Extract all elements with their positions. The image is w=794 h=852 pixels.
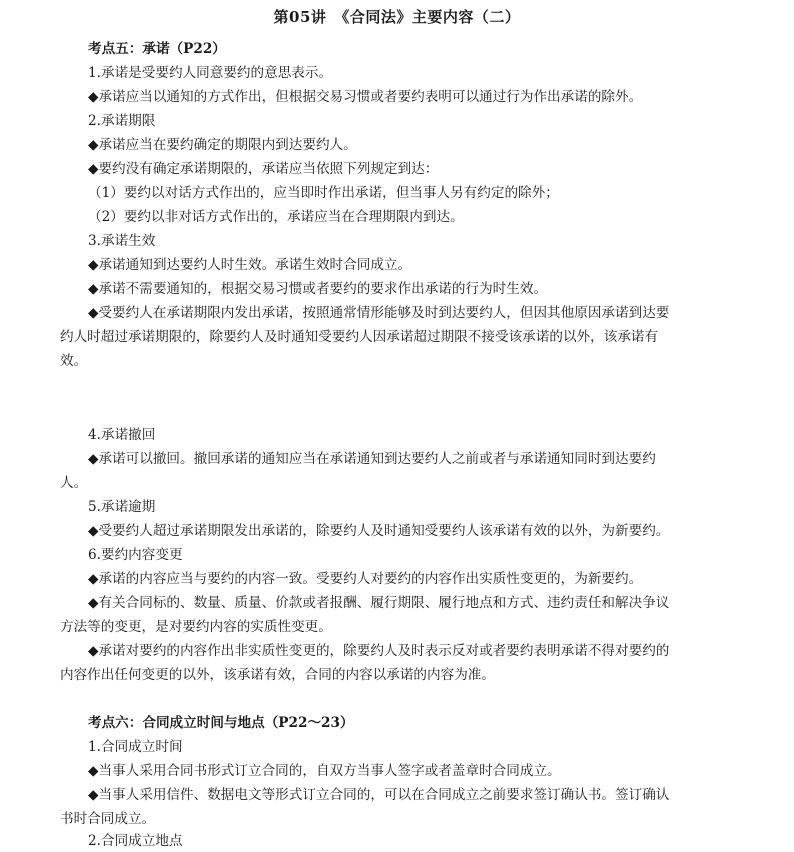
s6-p2-title: 2.合同成立地点 xyxy=(88,833,183,849)
s5-p2-bullet1: ◆承诺应当在要约确定的期限内到达要约人。 xyxy=(88,137,357,153)
s5-p5-bullet1: ◆受要约人超过承诺期限发出承诺的，除要约人及时通知受要约人该承诺有效的以外，为新要约。 xyxy=(88,523,670,539)
s5-p4-title: 4.承诺撤回 xyxy=(88,427,156,443)
s6-p1-title: 1.合同成立时间 xyxy=(88,739,183,755)
s5-p3-bullet3-line1: ◆受要约人在承诺期限内发出承诺，按照通常情形能够及时到达要约人，但因其他原因承诺到达要 xyxy=(88,305,670,321)
s5-p6-title: 6.要约内容变更 xyxy=(88,547,183,563)
s5-p6-bullet3-line2: 内容作出任何变更的以外，该承诺有效，合同的内容以承诺的内容为准。 xyxy=(60,667,495,683)
s5-p6-bullet2-line1: ◆有关合同标的、数量、质量、价款或者报酬、履行期限、履行地点和方式、违约责任和解决争议 xyxy=(88,595,670,611)
s5-p6-bullet2-line2: 方法等的变更，是对要约内容的实质性变更。 xyxy=(60,619,332,635)
s5-p1-title: 1.承诺是受要约人同意要约的意思表示。 xyxy=(88,65,333,81)
s5-p4-bullet1-line1: ◆承诺可以撤回。撤回承诺的通知应当在承诺通知到达要约人之前或者与承诺通知同时到达要约 xyxy=(88,451,656,467)
s5-p5-title: 5.承诺逾期 xyxy=(88,499,156,515)
s6-p1-bullet2-line2: 书时合同成立。 xyxy=(60,811,156,827)
s5-p3-bullet1: ◆承诺通知到达要约人时生效。承诺生效时合同成立。 xyxy=(88,257,412,273)
s6-p1-bullet2-line1: ◆当事人采用信件、数据电文等形式订立合同的，可以在合同成立之前要求签订确认书。签订确认 xyxy=(88,787,670,803)
s5-p2-title: 2.承诺期限 xyxy=(88,113,156,129)
s5-p3-bullet2: ◆承诺不需要通知的，根据交易习惯或者要约的要求作出承诺的行为时生效。 xyxy=(88,281,548,297)
s5-p3-bullet3-line3: 效。 xyxy=(60,353,88,369)
page-title: 第05讲 《合同法》主要内容（二） xyxy=(273,8,521,26)
s5-p6-bullet3-line1: ◆承诺对要约的内容作出非实质性变更的，除要约人及时表示反对或者要约表明承诺不得对要约的 xyxy=(88,643,670,659)
s5-p2-item2: （2）要约以非对话方式作出的，承诺应当在合理期限内到达。 xyxy=(88,209,464,225)
s6-p1-bullet1: ◆当事人采用合同书形式订立合同的，自双方当事人签字或者盖章时合同成立。 xyxy=(88,763,561,779)
section5-heading: 考点五：承诺（P22） xyxy=(88,41,226,57)
s5-p4-bullet1-line2: 人。 xyxy=(60,475,88,491)
s5-p6-bullet1: ◆承诺的内容应当与要约的内容一致。受要约人对要约的内容作出实质性变更的，为新要约。 xyxy=(88,571,643,587)
s5-p2-item1: （1）要约以对话方式作出的，应当即时作出承诺，但当事人另有约定的除外； xyxy=(88,185,559,201)
s5-p2-bullet2: ◆要约没有确定承诺期限的，承诺应当依照下列规定到达： xyxy=(88,161,439,177)
s5-p3-bullet3-line2: 约人时超过承诺期限的，除要约人及时通知受要约人因承诺超过期限不接受该承诺的以外，该承诺有 xyxy=(60,329,659,345)
section6-heading: 考点六：合同成立时间与地点（P22～23） xyxy=(88,715,354,731)
s5-p3-title: 3.承诺生效 xyxy=(88,233,156,249)
s5-p1-bullet1: ◆承诺应当以通知的方式作出，但根据交易习惯或者要约表明可以通过行为作出承诺的除外。 xyxy=(88,89,643,105)
